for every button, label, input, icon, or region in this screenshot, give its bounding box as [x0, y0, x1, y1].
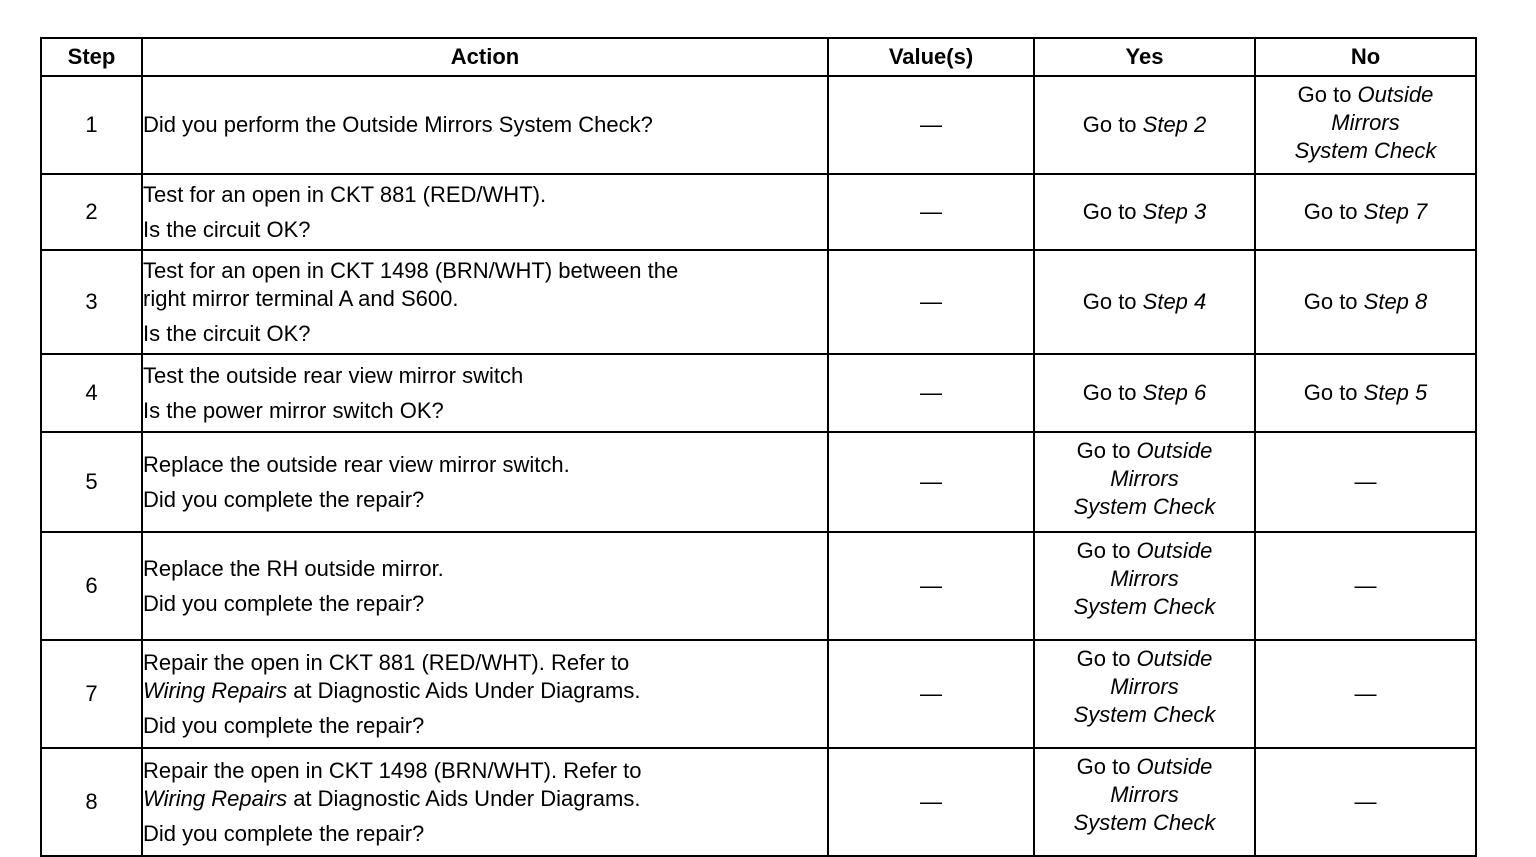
- action-text: Test the outside rear view mirror switch: [143, 362, 524, 388]
- yes-target-line: System Check: [1073, 494, 1216, 519]
- yes-prefix: Go to: [1082, 112, 1143, 137]
- yes-target-line: Mirrors: [1110, 466, 1179, 491]
- yes-target: Step 4: [1142, 289, 1207, 314]
- header-no: No: [1255, 38, 1476, 76]
- yes-prefix: Go to: [1082, 380, 1143, 405]
- step-number: 1: [41, 76, 142, 174]
- no-target-line: System Check: [1294, 138, 1437, 163]
- value-cell: —: [828, 354, 1034, 432]
- yes-target: Step 2: [1142, 112, 1207, 137]
- diagnostic-table: [40, 37, 1477, 857]
- action-text: Replace the outside rear view mirror switch.: [143, 451, 570, 477]
- yes-target-line: System Check: [1073, 810, 1216, 835]
- reference-title: Wiring Repairs: [143, 785, 288, 811]
- no-target: Step 5: [1363, 380, 1428, 405]
- step-number: 3: [41, 250, 142, 354]
- table-row: [41, 748, 1476, 856]
- table-row: [41, 250, 1476, 354]
- yes-prefix: Go to: [1082, 199, 1143, 224]
- action-cell: [142, 174, 828, 250]
- yes-target-line: Outside: [1136, 538, 1213, 563]
- value-cell: —: [828, 532, 1034, 640]
- table-row: [41, 640, 1476, 748]
- yes-cell: [1034, 748, 1255, 856]
- action-cell: [142, 76, 828, 174]
- yes-cell: [1034, 640, 1255, 748]
- yes-cell: [1034, 432, 1255, 532]
- yes-target: Step 6: [1142, 380, 1207, 405]
- header-values: Value(s): [828, 38, 1034, 76]
- action-question: Did you complete the repair?: [143, 486, 425, 512]
- yes-prefix: Go to: [1076, 538, 1137, 563]
- action-text-reference: [143, 677, 827, 705]
- action-question: Did you complete the repair?: [143, 820, 425, 846]
- header-yes: Yes: [1034, 38, 1255, 76]
- value-cell: —: [828, 640, 1034, 748]
- yes-target-line: Mirrors: [1110, 782, 1179, 807]
- action-text-reference: [143, 785, 827, 813]
- yes-target-line: System Check: [1073, 702, 1216, 727]
- table-row: [41, 76, 1476, 174]
- table-row: [41, 532, 1476, 640]
- action-question: Is the circuit OK?: [143, 320, 311, 346]
- yes-cell: [1034, 76, 1255, 174]
- action-cell: [142, 748, 828, 856]
- action-cell: [142, 250, 828, 354]
- step-number: 4: [41, 354, 142, 432]
- no-cell: [1255, 174, 1476, 250]
- step-number: 2: [41, 174, 142, 250]
- header-action: Action: [142, 38, 828, 76]
- no-prefix: Go to: [1303, 289, 1364, 314]
- no-cell: —: [1255, 748, 1476, 856]
- action-cell: [142, 640, 828, 748]
- action-text: Did you perform the Outside Mirrors System Check?: [143, 112, 653, 137]
- yes-prefix: Go to: [1076, 438, 1137, 463]
- value-cell: —: [828, 432, 1034, 532]
- action-question: Did you complete the repair?: [143, 712, 425, 738]
- yes-cell: [1034, 174, 1255, 250]
- table-row: [41, 432, 1476, 532]
- yes-target-line: Outside: [1136, 438, 1213, 463]
- no-cell: —: [1255, 640, 1476, 748]
- no-prefix: Go to: [1297, 82, 1358, 107]
- yes-target-line: Outside: [1136, 754, 1213, 779]
- yes-prefix: Go to: [1082, 289, 1143, 314]
- header-step: Step: [41, 38, 142, 76]
- reference-tail: at Diagnostic Aids Under Diagrams.: [287, 785, 641, 811]
- action-text: Replace the RH outside mirror.: [143, 555, 444, 581]
- yes-prefix: Go to: [1076, 754, 1137, 779]
- no-cell: [1255, 250, 1476, 354]
- table-row: [41, 174, 1476, 250]
- action-text: Repair the open in CKT 881 (RED/WHT). Refer to: [143, 649, 630, 675]
- action-text: Test for an open in CKT 1498 (BRN/WHT) between the: [143, 257, 679, 283]
- no-target-line: Mirrors: [1331, 110, 1400, 135]
- yes-target-line: System Check: [1073, 594, 1216, 619]
- action-question: Is the circuit OK?: [143, 216, 311, 242]
- step-number: 6: [41, 532, 142, 640]
- step-number: 5: [41, 432, 142, 532]
- no-target: Step 7: [1363, 199, 1428, 224]
- yes-prefix: Go to: [1076, 646, 1137, 671]
- action-text: right mirror terminal A and S600.: [143, 285, 459, 311]
- action-text: Test for an open in CKT 881 (RED/WHT).: [143, 181, 547, 207]
- reference-title: Wiring Repairs: [143, 677, 288, 703]
- step-number: 8: [41, 748, 142, 856]
- action-cell: [142, 532, 828, 640]
- yes-target-line: Mirrors: [1110, 674, 1179, 699]
- value-cell: —: [828, 250, 1034, 354]
- reference-tail: at Diagnostic Aids Under Diagrams.: [287, 677, 641, 703]
- yes-cell: [1034, 532, 1255, 640]
- yes-target-line: Outside: [1136, 646, 1213, 671]
- no-target-line: Outside: [1357, 82, 1434, 107]
- action-text: Repair the open in CKT 1498 (BRN/WHT). Refer to: [143, 757, 642, 783]
- no-cell: —: [1255, 532, 1476, 640]
- no-cell: [1255, 354, 1476, 432]
- yes-cell: [1034, 250, 1255, 354]
- action-cell: [142, 354, 828, 432]
- header-row: [41, 38, 1476, 76]
- value-cell: —: [828, 748, 1034, 856]
- no-target: Step 8: [1363, 289, 1428, 314]
- value-cell: —: [828, 174, 1034, 250]
- yes-target-line: Mirrors: [1110, 566, 1179, 591]
- no-prefix: Go to: [1303, 199, 1364, 224]
- table-row: [41, 354, 1476, 432]
- action-question: Did you complete the repair?: [143, 590, 425, 616]
- yes-target: Step 3: [1142, 199, 1207, 224]
- step-number: 7: [41, 640, 142, 748]
- action-cell: [142, 432, 828, 532]
- no-prefix: Go to: [1303, 380, 1364, 405]
- no-cell: —: [1255, 432, 1476, 532]
- yes-cell: [1034, 354, 1255, 432]
- value-cell: —: [828, 76, 1034, 174]
- no-cell: [1255, 76, 1476, 174]
- action-question: Is the power mirror switch OK?: [143, 397, 444, 423]
